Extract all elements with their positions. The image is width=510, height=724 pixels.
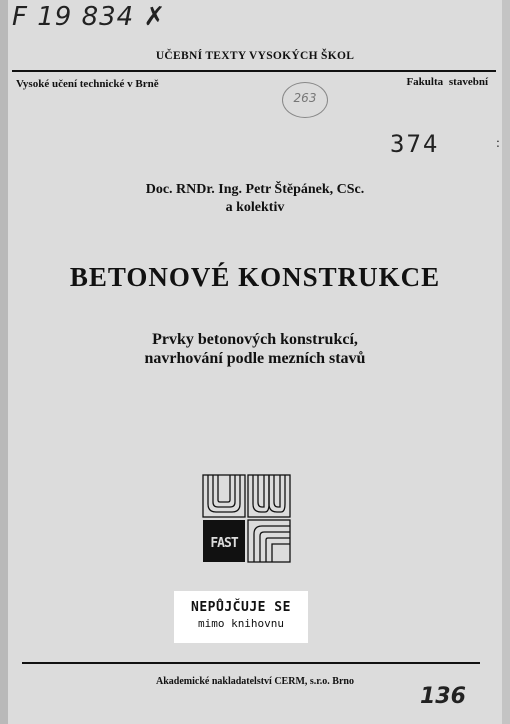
library-stamp: 263 bbox=[282, 82, 328, 118]
top-divider bbox=[12, 70, 496, 72]
library-notice-label bbox=[174, 591, 308, 643]
margin-mark: : bbox=[496, 136, 500, 151]
subtitle-line-2: navrhování podle mezních stavů bbox=[144, 350, 366, 367]
university-name: Vysoké učení technické v Brně bbox=[16, 78, 159, 90]
notice-title: NEPŮJČUJE SE bbox=[191, 600, 291, 615]
notice-subtitle: mimo knihovnu bbox=[197, 617, 285, 630]
series-title: UČEBNÍ TEXTY VYSOKÝCH ŠKOL bbox=[155, 50, 355, 62]
author: Doc. RNDr. Ing. Petr Štěpánek, CSc. bbox=[145, 182, 365, 197]
faculty-name: Fakulta stavební bbox=[406, 76, 488, 88]
author-collective: a kolektiv bbox=[225, 200, 285, 215]
book-title: BETONOVÉ KONSTRUKCE bbox=[69, 262, 441, 292]
handwritten-page-number: 136 bbox=[420, 684, 466, 709]
book-subtitle bbox=[0, 330, 510, 368]
shelf-number: 374 bbox=[390, 130, 440, 158]
handwritten-inventory-number: F 19 834 ✗ bbox=[12, 2, 167, 32]
fast-logo-text: FAST bbox=[210, 536, 238, 551]
bottom-divider bbox=[22, 662, 480, 664]
subtitle-line-1: Prvky betonových konstrukcí, bbox=[152, 331, 358, 348]
publisher: Akademické nakladatelství CERM, s.r.o. Brno bbox=[156, 676, 354, 687]
